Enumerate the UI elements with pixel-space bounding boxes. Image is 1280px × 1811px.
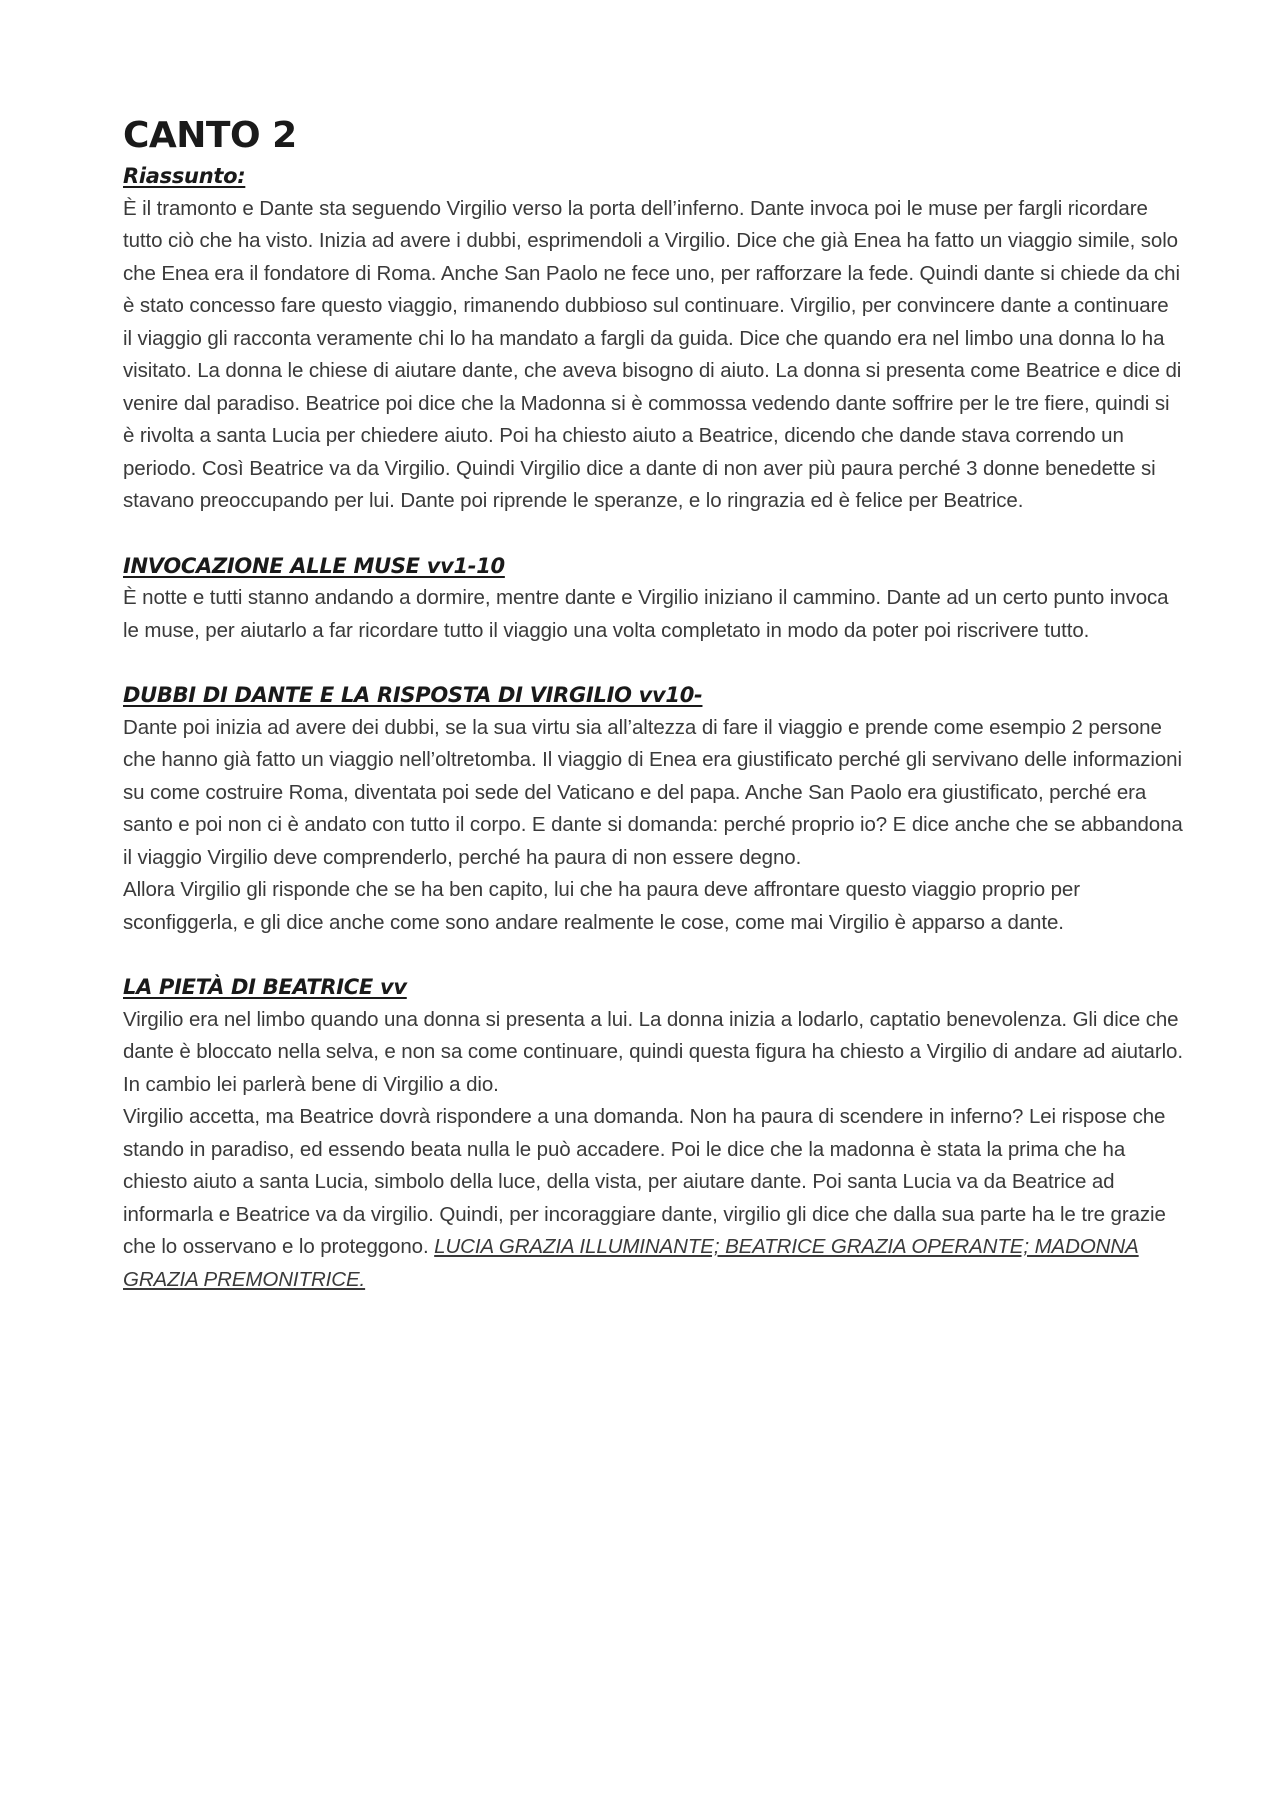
paragraph-pieta-2 bbox=[123, 1101, 1183, 1296]
section-spacer bbox=[123, 518, 1183, 550]
section-dubbi bbox=[123, 679, 1183, 939]
section-heading-dubbi: DUBBI DI DANTE E LA RISPOSTA DI VIRGILIO vv10- bbox=[123, 683, 703, 707]
paragraph-invocazione: È notte e tutti stanno andando a dormire, mentre dante e Virgilio iniziano il cammino. Dante ad un certo punto invoca le muse, per aiutarlo a far ricordare tutto il viaggio una volta completato in modo da poter poi riscrivere tutto. bbox=[123, 586, 1169, 642]
section-invocazione bbox=[123, 550, 1183, 648]
section-spacer bbox=[123, 647, 1183, 679]
emphasis-tre-grazie: LUCIA GRAZIA ILLUMINANTE; BEATRICE GRAZIA OPERANTE; MADONNA GRAZIA PREMONITRICE. bbox=[123, 1235, 1139, 1291]
section-pieta-beatrice bbox=[123, 971, 1183, 1296]
document-page bbox=[123, 112, 1183, 1296]
section-heading-invocazione: INVOCAZIONE ALLE MUSE vv1-10 bbox=[123, 553, 505, 578]
paragraph-dubbi-1: Dante poi inizia ad avere dei dubbi, se la sua virtu sia all’altezza di fare il viaggio e prende come esempio 2 persone che hanno già fatto un viaggio nell’oltretomba. Il viaggio di Enea era giustificato perché gli servivano delle informazioni su come costruire Roma, diventata poi sede del Vaticano e del papa. Anche San Paolo era giustificato, perché era santo e poi non ci è andato con tutto il corpo. E dante si domanda: perché proprio io? E dice anche che se abbandona il viaggio Virgilio deve comprenderlo, perché ha paura di non essere degno. bbox=[123, 715, 1183, 869]
section-heading-riassunto: Riassunto: bbox=[123, 164, 246, 188]
section-spacer bbox=[123, 939, 1183, 971]
paragraph-riassunto: È il tramonto e Dante sta seguendo Virgilio verso la porta dell’inferno. Dante invoca poi le muse per fargli ricordare tutto ciò che ha visto. Inizia ad avere i dubbi, esprimendoli a Virgilio. Dice che già Enea ha fatto un viaggio simile, solo che Enea era il fondatore di Roma. Anche San Paolo ne fece uno, per rafforzare la fede. Quindi dante si chiede da chi è stato concesso fare questo viaggio, rimanendo dubbioso sul continuare. Virgilio, per convincere dante a continuare il viaggio gli racconta veramente chi lo ha mandato a fargli da guida. Dice che quando era nel limbo una donna lo ha visitato. La donna le chiese di aiutare dante, che aveva bisogno di aiuto. La donna si presenta come Beatrice e dice di venire dal paradiso. Beatrice poi dice che la Madonna si è commossa vedendo dante soffrire per le tre fiere, quindi si è rivolta a santa Lucia per chiedere aiuto. Poi ha chiesto aiuto a Beatrice, dicendo che dande stava correndo un periodo. Così Beatrice va da Virgilio. Quindi Virgilio dice a dante di non aver più paura perché 3 donne benedette si stavano preoccupando per lui. Dante poi riprende le speranze, e lo ringrazia ed è felice per Beatrice. bbox=[123, 196, 1182, 512]
paragraph-pieta-1: Virgilio era nel limbo quando una donna si presenta a lui. La donna inizia a lodarlo, captatio benevolenza. Gli dice che dante è bloccato nella selva, e non sa come continuare, quindi questa figura ha chiesto a Virgilio di andare ad aiutarlo. In cambio lei parlerà bene di Virgilio a dio. bbox=[123, 1007, 1183, 1096]
section-heading-pieta: LA PIETÀ DI BEATRICE vv bbox=[123, 975, 407, 999]
paragraph-pieta-2-text: Virgilio accetta, ma Beatrice dovrà rispondere a una domanda. Non ha paura di scendere in inferno? Lei rispose che stando in paradiso, ed essendo beata nulla le può accadere. Poi le dice che la madonna è stata la prima che ha chiesto aiuto a santa Lucia, simbolo della luce, della vista, per aiutare dante. Poi santa Lucia va da Beatrice ad informarla e Beatrice va da virgilio. Quindi, per incoraggiare dante, virgilio gli dice che dalla sua parte ha le tre grazie che lo osservano e lo proteggono. bbox=[123, 1105, 1166, 1258]
page-title: CANTO 2 bbox=[123, 115, 297, 156]
paragraph-dubbi-2: Allora Virgilio gli risponde che se ha ben capito, lui che ha paura deve affrontare questo viaggio proprio per sconfiggerla, e gli dice anche come sono andare realmente le cose, come mai Virgilio è apparso a dante. bbox=[123, 878, 1080, 934]
section-riassunto bbox=[123, 160, 1183, 518]
